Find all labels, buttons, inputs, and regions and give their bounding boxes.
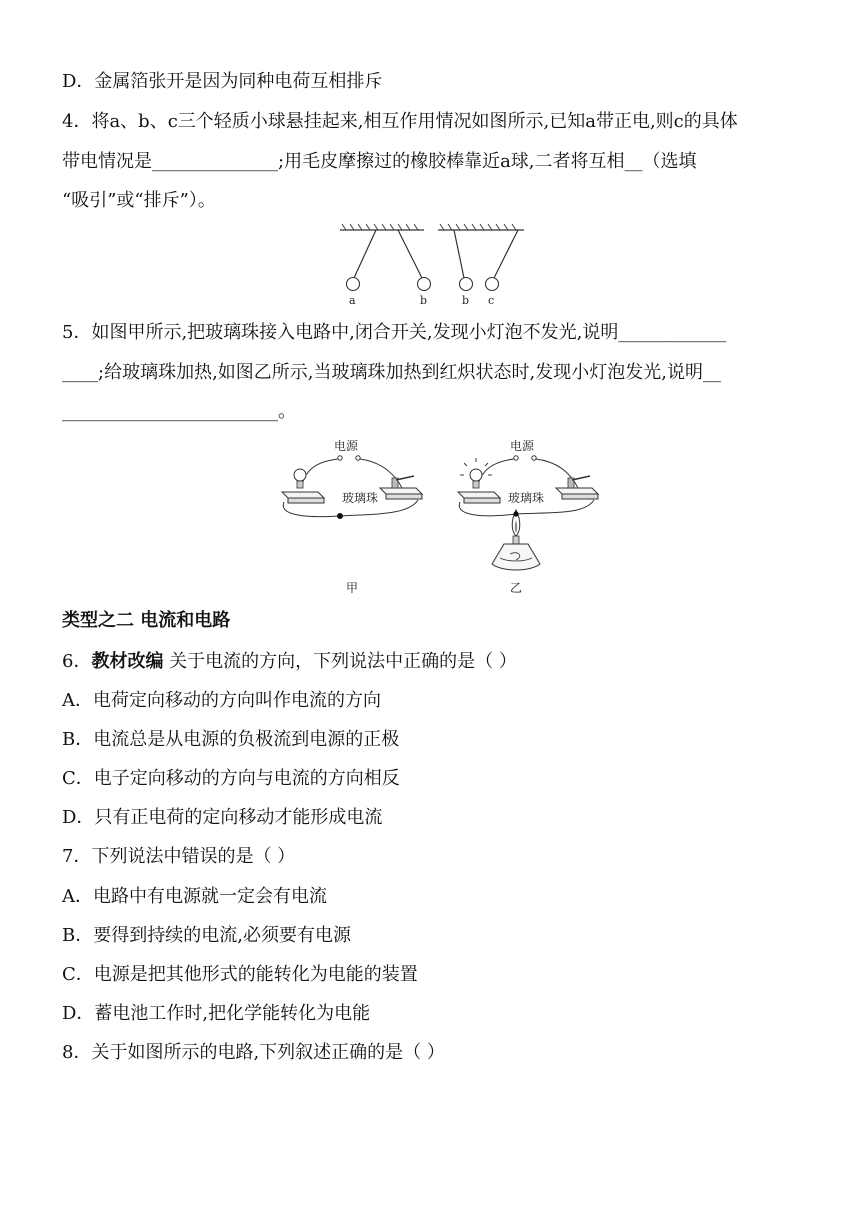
ball-a bbox=[347, 278, 360, 291]
q7-option-d: D．蓄电池工作时,把化学能转化为电能 bbox=[62, 1003, 371, 1024]
q7-option-c: C．电源是把其他形式的能转化为电能的装置 bbox=[62, 964, 418, 985]
hanging-balls-figure bbox=[336, 224, 528, 308]
question-6-text: 关于电流的方向，下列说法中正确的是（ ） bbox=[163, 651, 517, 672]
glass-bead-left bbox=[337, 513, 343, 519]
glass-bead-label-right: 玻璃珠 bbox=[508, 491, 545, 505]
question-5-line-2: ____;给玻璃珠加热,如图乙所示,当玻璃珠加热到红炽状态时,发现小灯泡发光,说明__ bbox=[62, 362, 721, 383]
q6-option-a: A．电荷定向移动的方向叫作电流的方向 bbox=[62, 690, 381, 711]
section-heading-current-circuit: 类型之二 电流和电路 bbox=[62, 610, 231, 631]
ball-b-left bbox=[418, 278, 431, 291]
circuit-left bbox=[282, 438, 422, 595]
ball-label-a: a bbox=[349, 294, 356, 307]
q6-option-c: C．电子定向移动的方向与电流的方向相反 bbox=[62, 768, 400, 789]
question-5-line-3: ________________________。 bbox=[62, 401, 296, 422]
q7-option-b: B．要得到持续的电流,必须要有电源 bbox=[62, 925, 351, 946]
glass-bead-circuit-figure bbox=[268, 432, 604, 602]
glass-bead-right bbox=[513, 511, 518, 516]
switch-left bbox=[380, 488, 422, 494]
caption-yi: 乙 bbox=[510, 581, 523, 595]
bulb-off-icon bbox=[294, 469, 306, 481]
caption-jia: 甲 bbox=[346, 581, 359, 595]
question-4-line-2: 带电情况是______________;用毛皮摩擦过的橡胶棒靠近a球,二者将互相__（选填 bbox=[62, 151, 697, 172]
question-6-stem: 6．教材改编 关于电流的方向，下列说法中正确的是（ ） bbox=[62, 651, 517, 672]
switch-right bbox=[556, 488, 598, 494]
question-7-stem: 7．下列说法中错误的是（ ） bbox=[62, 846, 296, 867]
q7-option-a: A．电路中有电源就一定会有电流 bbox=[62, 886, 327, 907]
question-4-line-1: 4．将a、b、c三个轻质小球悬挂起来,相互作用情况如图所示,已知a带正电,则c的具体 bbox=[62, 111, 738, 132]
textbook-adapted-tag: 教材改编 bbox=[91, 651, 164, 672]
alcohol-lamp-icon bbox=[492, 544, 540, 570]
ball-label-b2: b bbox=[462, 294, 470, 307]
ball-c bbox=[486, 278, 499, 291]
circuit-right bbox=[458, 438, 598, 595]
ball-label-b1: b bbox=[420, 294, 428, 307]
question-8-stem: 8．关于如图所示的电路,下列叙述正确的是（ ） bbox=[62, 1042, 445, 1063]
question-4-line-3: “吸引”或“排斥”）。 bbox=[62, 190, 216, 211]
q6-option-d: D．只有正电荷的定向移动才能形成电流 bbox=[62, 807, 383, 828]
power-source-label-left: 电源 bbox=[334, 439, 359, 453]
glass-bead-label-left: 玻璃珠 bbox=[342, 491, 379, 505]
power-source-label-right: 电源 bbox=[510, 439, 535, 453]
q6-option-b: B．电流总是从电源的负极流到电源的正极 bbox=[62, 729, 400, 750]
bulb-on-icon bbox=[470, 469, 482, 481]
option-d-q3: D．金属箔张开是因为同种电荷互相排斥 bbox=[62, 71, 383, 92]
question-5-line-1: 5．如图甲所示,把玻璃珠接入电路中,闭合开关,发现小灯泡不发光,说明____________ bbox=[62, 322, 727, 343]
ball-label-c: c bbox=[488, 294, 495, 307]
ball-b-right bbox=[460, 278, 473, 291]
